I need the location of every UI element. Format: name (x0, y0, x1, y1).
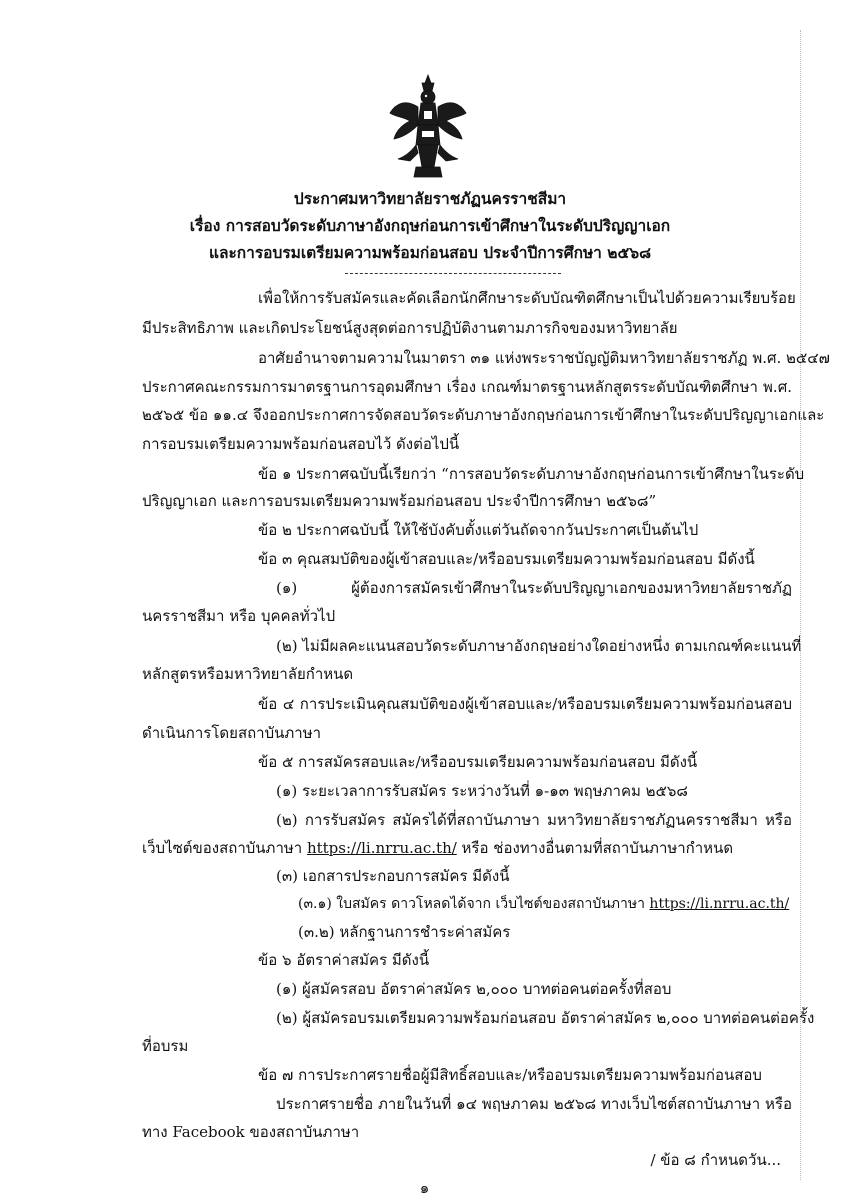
clause-5-item-2: (๒) การรับสมัคร สมัครได้ที่สถาบันภาษา มหาวิทยาลัยราชภัฏนครราชสีมา หรือ (276, 811, 792, 829)
paragraph-line: เพื่อให้การรับสมัครและคัดเลือกนักศึกษาระดับบัณฑิตศึกษาเป็นไปด้วยความเรียบร้อย (258, 289, 796, 307)
paragraph-line: อาศัยอำนาจตามความในมาตรา ๓๑ แห่งพระราชบัญญัติมหาวิทยาลัยราชภัฏ พ.ศ. ๒๕๔๗ (258, 349, 830, 367)
clause-6-item-1: (๑) ผู้สมัครสอบ อัตราค่าสมัคร ๒,๐๐๐ บาทต่อคนต่อครั้งที่สอบ (276, 980, 672, 998)
clause-7-item-1-cont: ทาง Facebook ของสถาบันภาษา (142, 1123, 360, 1141)
clause-4: ข้อ ๔ การประเมินคุณสมบัติของผู้เข้าสอบและ/หรืออบรมเตรียมความพร้อมก่อนสอบ (258, 695, 792, 713)
paragraph-line: ๒๕๖๕ ข้อ ๑๑.๔ จึงออกประกาศการจัดสอบวัดระดับภาษาอังกฤษก่อนการเข้าศึกษาในระดับปริญญาเอกและ (142, 406, 825, 424)
garuda-emblem (388, 73, 468, 181)
clause-1-cont: ปริญญาเอก และการอบรมเตรียมความพร้อมก่อนสอบ ประจำปีการศึกษา ๒๕๖๘” (142, 492, 657, 510)
clause-4-cont: ดำเนินการโดยสถาบันภาษา (142, 724, 322, 742)
clause-3: ข้อ ๓ คุณสมบัติของผู้เข้าสอบและ/หรืออบรมเตรียมความพร้อมก่อนสอบ มีดังนี้ (258, 550, 755, 568)
clause-3-item-2: (๒) ไม่มีผลคะแนนสอบวัดระดับภาษาอังกฤษอย่างใดอย่างหนึ่ง ตามเกณฑ์คะแนนที่ (276, 637, 802, 655)
paragraph-line: การอบรมเตรียมความพร้อมก่อนสอบไว้ ดังต่อไปนี้ (142, 435, 460, 453)
page-number: ๑ (419, 1179, 430, 1197)
clause-6-item-2-cont: ที่อบรม (142, 1037, 189, 1055)
application-form-text: (๓.๑) ใบสมัคร ดาวโหลดได้จาก เว็บไซต์ของสถาบันภาษา (298, 896, 650, 912)
clause-3-item-1-cont: นครราชสีมา หรือ บุคคลทั่วไป (142, 607, 336, 625)
clause-5-item-1: (๑) ระยะเวลาการรับสมัคร ระหว่างวันที่ ๑-๑๓ พฤษภาคม ๒๕๖๘ (276, 782, 688, 800)
clause-1: ข้อ ๑ ประกาศฉบับนี้เรียกว่า “การสอบวัดระดับภาษาอังกฤษก่อนการเข้าศึกษาในระดับ (258, 465, 805, 483)
title-divider (345, 273, 561, 274)
paragraph-line: มีประสิทธิภาพ และเกิดประโยชน์สูงสุดต่อการปฏิบัติงานตามภารกิจของมหาวิทยาลัย (142, 319, 678, 337)
clause-7: ข้อ ๗ การประกาศรายชื่อผู้มีสิทธิ์สอบและ/หรืออบรมเตรียมความพร้อมก่อนสอบ (258, 1066, 762, 1084)
clause-3-item-1: (๑) ผู้ต้องการสมัครเข้าศึกษาในระดับปริญญาเอกของมหาวิทยาลัยราชภัฏ (276, 579, 792, 597)
clause-5-item-3-2: (๓.๒) หลักฐานการชำระค่าสมัคร (298, 923, 511, 941)
clause-5-item-3-1 (298, 894, 789, 914)
announcement-subject: เรื่อง การสอบวัดระดับภาษาอังกฤษก่อนการเข้าศึกษาในระดับปริญญาเอก (189, 216, 671, 235)
clause-5-item-2-text: เว็บไซต์ของสถาบันภาษา (142, 839, 307, 857)
clause-6-item-2: (๒) ผู้สมัครอบรมเตรียมความพร้อมก่อนสอบ อัตราค่าสมัคร ๒,๐๐๐ บาทต่อคนต่อครั้ง (276, 1009, 815, 1027)
application-form-link[interactable]: https://li.nrru.ac.th/ (649, 896, 790, 912)
clause-5-item-3: (๓) เอกสารประกอบการสมัคร มีดังนี้ (276, 867, 510, 885)
clause-3-item-2-cont: หลักสูตรหรือมหาวิทยาลัยกำหนด (142, 665, 354, 683)
clause-6: ข้อ ๖ อัตราค่าสมัคร มีดังนี้ (258, 951, 430, 969)
institute-website-link[interactable]: https://li.nrru.ac.th/ (306, 839, 457, 857)
clause-2: ข้อ ๒ ประกาศฉบับนี้ ให้ใช้บังคับตั้งแต่วันถัดจากวันประกาศเป็นต้นไป (258, 521, 699, 539)
continuation-note: / ข้อ ๘ กำหนดวัน... (650, 1151, 781, 1169)
clause-5: ข้อ ๕ การสมัครสอบและ/หรืออบรมเตรียมความพร้อมก่อนสอบ มีดังนี้ (258, 753, 698, 771)
clause-5-item-2-text-end: หรือ ช่องทางอื่นตามที่สถาบันภาษากำหนด (456, 839, 734, 857)
scan-edge-line (800, 30, 803, 1180)
clause-5-item-2-cont (142, 838, 733, 858)
announcement-subject-line2: และการอบรมเตรียมความพร้อมก่อนสอบ ประจำปีการศึกษา ๒๕๖๘ (208, 243, 652, 262)
announcement-title: ประกาศมหาวิทยาลัยราชภัฏนครราชสีมา (293, 189, 567, 208)
paragraph-line: ประกาศคณะกรรมการมาตรฐานการอุดมศึกษา เรื่อง เกณฑ์มาตรฐานหลักสูตรระดับบัณฑิตศึกษา พ.ศ. (142, 378, 792, 396)
clause-7-item-1: ประกาศรายชื่อ ภายในวันที่ ๑๔ พฤษภาคม ๒๕๖๘ ทางเว็บไซต์สถาบันภาษา หรือ (276, 1095, 792, 1113)
